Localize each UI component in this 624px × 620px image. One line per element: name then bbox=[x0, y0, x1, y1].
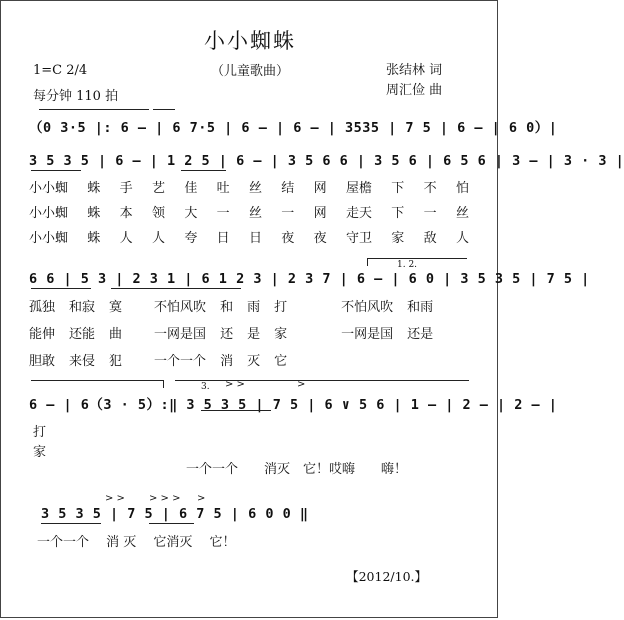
lyric-verse-1: 孤独 和寂 寞 不怕风吹 和 雨 打 不怕风吹 和雨 bbox=[29, 300, 434, 315]
accent-mark: > > bbox=[225, 379, 245, 390]
lyric-line: 一个一个 消 灭 它消灭 它！ bbox=[37, 535, 236, 550]
underline-mark bbox=[149, 523, 194, 524]
lyric-verse-3: 小小蜘 蛛 人 人 夸 日 日 夜 夜 守卫 家 敌 人 bbox=[29, 231, 469, 246]
lyric-verse-1: 小小蜘 蛛 手 艺 佳 吐 丝 结 网 屋檐 下 不 怕 bbox=[29, 181, 469, 196]
lyric-line: 家 bbox=[33, 445, 47, 460]
beam-mark bbox=[39, 109, 149, 110]
tempo: 每分钟 110 拍 bbox=[33, 89, 119, 104]
lyric-line: 打 bbox=[33, 425, 47, 440]
score-line-3: 6 6 | 5 3 | 2 3 1 | 6 1 2 3 | 2 3 7 | 6 – | 6 0 | 3 5 3 5 | 7 5 | bbox=[29, 271, 590, 287]
date-stamp: 【2012/10.】 bbox=[346, 569, 427, 584]
lyricist-credit: 张结林 词 bbox=[386, 63, 443, 78]
lyric-block-1 bbox=[29, 177, 469, 246]
volta-label-3: 3. bbox=[201, 382, 210, 392]
lyric-verse-2: 小小蜘 蛛 本 领 大 一 丝 一 网 走天 下 一 丝 bbox=[29, 206, 469, 221]
score-line-2: 3 5 3 5 | 6 – | 1 2 5 | 6 – | 3 5 6 6 | 3 5 6 | 6 5 6 | 3 – | 3 · 3 | bbox=[29, 153, 624, 169]
lyric-block-2 bbox=[29, 296, 469, 369]
score-line-5: 3 5 3 5 | 7 5 | 6 7 5 | 6 0 0 ‖ bbox=[41, 506, 309, 522]
score-line-4: 6 – | 6（3 · 5）:‖ 3 5 3 5 | 7 5 | 6 ∨ 5 6 | 1 – | 2 – | 2 – | bbox=[29, 397, 558, 413]
accent-mark: > > bbox=[105, 493, 125, 504]
underline-mark bbox=[201, 410, 271, 411]
key-meter: 1=C 2/4 bbox=[33, 63, 88, 78]
accent-mark: > > > bbox=[149, 493, 181, 504]
score-line-1: （0 3·5 |: 6 – | 6 7·5 | 6 – | 6 – | 3535 | 7 5 | 6 – | 6 0）| bbox=[29, 120, 558, 136]
underline-mark bbox=[181, 170, 226, 171]
lyric-verse-3: 胆敢 来侵 犯 一个一个 消 灭 它 bbox=[29, 354, 288, 369]
lyric-line: 一个一个 消灭 它！哎嗨 嗨！ bbox=[186, 462, 408, 477]
volta-bracket-3 bbox=[175, 380, 469, 381]
volta-bracket-1-2 bbox=[367, 258, 467, 259]
song-subtitle: （儿童歌曲） bbox=[210, 64, 289, 79]
underline-mark bbox=[111, 288, 241, 289]
composer-credit: 周汇俭 曲 bbox=[386, 83, 443, 98]
underline-mark bbox=[31, 170, 81, 171]
volta-bracket-1-2 bbox=[31, 380, 163, 381]
lyric-verse-2: 能伸 还能 曲 一网是国 还 是 家 一网是国 还是 bbox=[29, 327, 434, 342]
volta-bracket-edge bbox=[367, 258, 368, 266]
underline-mark bbox=[31, 288, 91, 289]
underline-mark bbox=[41, 523, 101, 524]
song-title: 小小蜘蛛 bbox=[204, 29, 296, 53]
tie-mark bbox=[153, 109, 175, 110]
volta-label-1-2: 1. 2. bbox=[397, 260, 418, 270]
accent-mark: > bbox=[197, 493, 206, 504]
volta-bracket-edge bbox=[163, 380, 164, 388]
accent-mark: > bbox=[297, 379, 306, 390]
